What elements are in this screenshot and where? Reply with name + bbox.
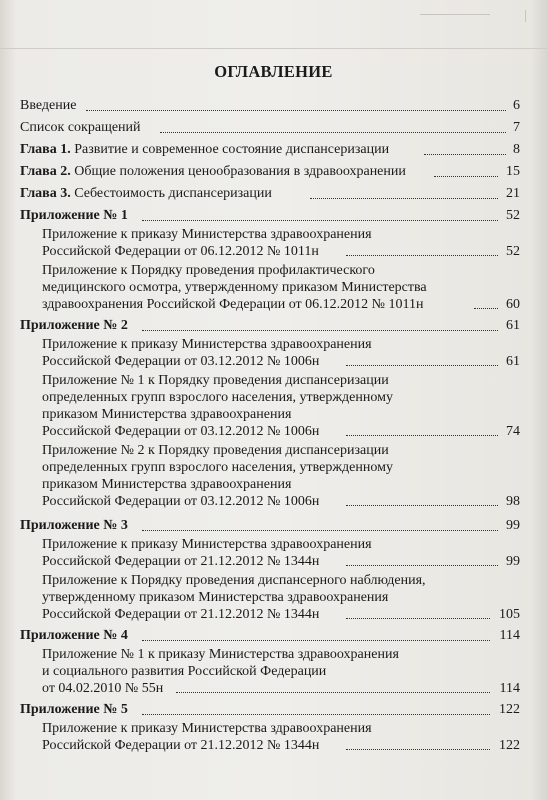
page-number: 105 <box>499 607 520 622</box>
entry-label: Глава 2. Общие положения ценообразования в здравоохранении <box>20 164 406 179</box>
page-number: 52 <box>506 244 520 259</box>
dot-leader <box>346 618 490 619</box>
page-number: 114 <box>499 628 520 643</box>
page-number: 99 <box>506 554 520 569</box>
entry-label: Приложение № 1 <box>20 208 128 223</box>
entry-label: Глава 3. Себестоимость диспансеризации <box>20 186 272 201</box>
dot-leader <box>346 505 498 506</box>
toc-entry-chapter-1[interactable] <box>20 140 520 160</box>
page-number: 60 <box>506 297 520 312</box>
toc-subentry[interactable] <box>42 646 520 697</box>
toc-entry-appendix-2[interactable] <box>20 316 520 336</box>
dot-leader <box>176 692 490 693</box>
page-number: 74 <box>506 424 520 439</box>
toc-entry-chapter-3[interactable] <box>20 184 520 204</box>
subentry-line: от 04.02.2010 № 55н 114 <box>42 681 520 696</box>
toc-subentry[interactable] <box>42 226 520 260</box>
page-number: 21 <box>506 186 520 201</box>
dot-leader <box>142 640 490 641</box>
subentry-line: Приложение к Порядку проведения профилактического <box>42 263 375 278</box>
subentry-line: и социального развития Российской Федерации <box>42 664 327 679</box>
header-rule <box>420 14 490 25</box>
dot-leader <box>434 176 498 177</box>
dot-leader <box>346 255 498 256</box>
page-number: 52 <box>506 208 520 223</box>
dot-leader <box>346 565 498 566</box>
subentry-line: Приложение к приказу Министерства здравоохранения <box>42 721 372 736</box>
subentry-line: определенных групп взрослого населения, утвержденному <box>42 460 393 475</box>
page-number: 122 <box>499 702 520 717</box>
toc-subentry[interactable] <box>42 536 520 570</box>
subentry-line: Российской Федерации от 21.12.2012 № 1344н 99 <box>42 554 520 569</box>
page-number: 122 <box>499 738 520 753</box>
entry-label: Глава 1. Развитие и современное состояние диспансеризации <box>20 142 390 157</box>
toc-entry-appendix-3[interactable] <box>20 516 520 536</box>
dot-leader <box>160 132 506 133</box>
dot-leader <box>142 530 498 531</box>
dot-leader <box>474 308 498 309</box>
dot-leader <box>310 198 498 199</box>
toc-entry-abbreviations[interactable] <box>20 118 520 138</box>
page-number: 99 <box>506 518 520 533</box>
dot-leader <box>86 110 506 111</box>
subentry-line: утвержденному приказом Министерства здравоохранения <box>42 590 389 605</box>
toc-entry-appendix-4[interactable] <box>20 626 520 646</box>
dot-leader <box>346 365 498 366</box>
subentry-line: Российской Федерации от 03.12.2012 № 1006н 98 <box>42 494 520 509</box>
subentry-line: Российской Федерации от 21.12.2012 № 1344н 122 <box>42 738 520 753</box>
subentry-line: Приложение № 1 к Порядку проведения диспансеризации <box>42 373 389 388</box>
entry-label: Приложение № 2 <box>20 318 128 333</box>
page-number: 7 <box>513 120 520 135</box>
subentry-line: Российской Федерации от 03.12.2012 № 1006н 74 <box>42 424 520 439</box>
toc-subentry[interactable] <box>42 720 520 754</box>
dot-leader <box>346 435 498 436</box>
page-number: 8 <box>513 142 520 157</box>
header-mark <box>525 10 532 22</box>
toc-subentry[interactable] <box>42 442 520 510</box>
subentry-line: здравоохранения Российской Федерации от 06.12.2012 № 1011н 60 <box>42 297 520 312</box>
subentry-line: Приложение к приказу Министерства здравоохранения <box>42 337 372 352</box>
subentry-line: Приложение к Порядку проведения диспансерного наблюдения, <box>42 573 426 588</box>
toc-subentry[interactable] <box>42 372 520 440</box>
toc-subentry[interactable] <box>42 572 520 623</box>
subentry-line: Российской Федерации от 03.12.2012 № 1006н 61 <box>42 354 520 369</box>
entry-label: Приложение № 5 <box>20 702 128 717</box>
dot-leader <box>142 330 498 331</box>
subentry-line: Приложение к приказу Министерства здравоохранения <box>42 537 372 552</box>
subentry-line: Приложение № 1 к приказу Министерства здравоохранения <box>42 647 399 662</box>
entry-label: Введение <box>20 98 77 113</box>
page-number: 61 <box>506 318 520 333</box>
subentry-line: медицинского осмотра, утвержденному приказом Министерства <box>42 280 427 295</box>
page-number: 61 <box>506 354 520 369</box>
toc-entry-chapter-2[interactable] <box>20 162 520 182</box>
subentry-line: приказом Министерства здравоохранения <box>42 407 292 422</box>
subentry-line: Приложение к приказу Министерства здравоохранения <box>42 227 372 242</box>
page-number: 6 <box>513 98 520 113</box>
toc-entry-appendix-5[interactable] <box>20 700 520 720</box>
subentry-line: определенных групп взрослого населения, утвержденному <box>42 390 393 405</box>
bleed-through-header <box>0 0 547 49</box>
page-number: 98 <box>506 494 520 509</box>
page-number: 114 <box>499 681 520 696</box>
toc-title: ОГЛАВЛЕНИЕ <box>214 62 333 81</box>
dot-leader <box>424 154 506 155</box>
entry-label: Приложение № 4 <box>20 628 128 643</box>
toc-subentry[interactable] <box>42 262 520 313</box>
toc-entry-appendix-1[interactable] <box>20 206 520 226</box>
dot-leader <box>142 714 490 715</box>
entry-label: Список сокращений <box>20 120 141 135</box>
subentry-line: Приложение № 2 к Порядку проведения диспансеризации <box>42 443 389 458</box>
subentry-line: Российской Федерации от 21.12.2012 № 1344н 105 <box>42 607 520 622</box>
entry-label: Приложение № 3 <box>20 518 128 533</box>
toc-subentry[interactable] <box>42 336 520 370</box>
page-number: 15 <box>506 164 520 179</box>
dot-leader <box>346 749 490 750</box>
dot-leader <box>142 220 498 221</box>
subentry-line: Российской Федерации от 06.12.2012 № 1011н 52 <box>42 244 520 259</box>
subentry-line: приказом Министерства здравоохранения <box>42 477 292 492</box>
toc-entry-introduction[interactable] <box>20 96 520 116</box>
